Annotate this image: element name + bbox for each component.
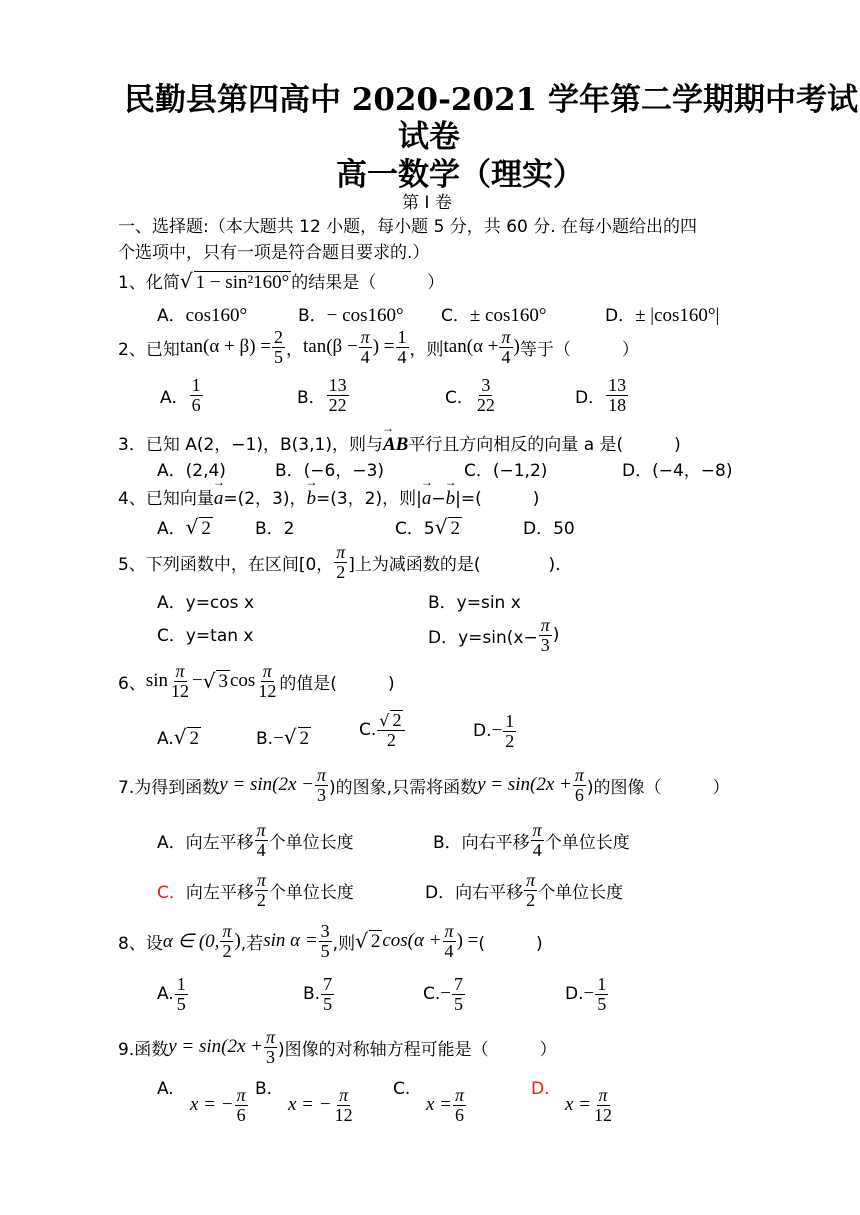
- q8-option-b: B. $\frac{7}{5}$: [303, 974, 333, 1014]
- q6-option-c: C. $\frac{√ 2}{2}$: [359, 710, 406, 750]
- q6-option-d: D. − $\frac{1}{2}$: [473, 711, 515, 751]
- q9-label-a: A.: [157, 1079, 174, 1099]
- question-8: 8、设 α ∈ (0, $\frac{\pi}{2}$ ) ,若 sin α = $\frac{3}{5}$ ,则 √ 2 cos(α + $\frac{\pi}{4}$ ) = ( ): [118, 921, 543, 961]
- q9-label-d: D.: [531, 1079, 550, 1099]
- q2-frac1: $\frac{2}{5}$: [274, 327, 283, 367]
- q1-option-d: D．± |cos160°|: [605, 305, 720, 326]
- vector-a: → a: [214, 488, 224, 510]
- question-1: [118, 268, 444, 294]
- question-9: 9.函数 y = sin(2x + $\frac{\pi}{3}$ )图像的对称轴方程可能是（ ）: [118, 1027, 557, 1067]
- page-subtitle: 高一数学（理实）: [336, 157, 584, 193]
- q7-option-b: B．向右平移 $\frac{\pi}{4}$ 个单位长度: [433, 820, 630, 860]
- q2-option-d: D． $\frac{13}{18}$: [575, 375, 627, 415]
- q2-frac-pi4: $\frac{\pi}{4}$: [360, 327, 370, 367]
- q8-option-d: D. − $\frac{1}{5}$: [565, 974, 607, 1014]
- q1-a-val: cos160°: [185, 305, 248, 326]
- part-label: 第 I 卷: [402, 193, 452, 213]
- q8-option-c: C. − $\frac{7}{5}$: [423, 974, 463, 1014]
- vector-ab: → AB: [383, 434, 408, 456]
- q3-option-b: B．(−6，−3): [275, 461, 385, 481]
- q9-label-b: B.: [255, 1079, 273, 1099]
- q7-option-a: A．向左平移 $\frac{\pi}{4}$ 个单位长度: [157, 820, 354, 860]
- q9-option-a: x = − $\frac{\pi}{6}$: [190, 1085, 246, 1125]
- question-2: 2、已知 tan(α + β) = $\frac{2}{5}$ ， tan(β − $\frac{\pi}{4}$ ) = $\frac{1}{4}$ ，则 tan(α + $\frac{\pi}{4}$ ) 等于（ ）: [118, 327, 639, 367]
- q1-option-c: C．± cos160°: [441, 305, 547, 326]
- q1-prefix: 1、化简: [118, 273, 180, 293]
- q7-option-c: C． 向左平移 $\frac{\pi}{2}$ 个单位长度: [157, 870, 354, 910]
- q2-option-c: C． $\frac{3}{22}$: [445, 375, 495, 415]
- q2-option-b: B． $\frac{13}{22}$: [297, 375, 347, 415]
- question-7: 7.为得到函数 y = sin(2x − $\frac{\pi}{3}$ )的图象,只需将函数 y = sin(2x + $\frac{\pi}{6}$ )的图像（ ）: [118, 765, 730, 805]
- radical-icon: √: [434, 515, 448, 539]
- page-title-cont: 试卷: [398, 119, 460, 155]
- vector-b: → b: [306, 488, 316, 510]
- q2-frac2: $\frac{1}{4}$: [397, 327, 407, 367]
- q7-c-label: C．: [157, 882, 186, 903]
- q9-option-d: x = $\frac{\pi}{12}$: [565, 1085, 613, 1125]
- q7-option-d: D．向右平移 $\frac{\pi}{2}$ 个单位长度: [425, 870, 624, 910]
- section-heading-cont: 个选项中，只有一项是符合题目要求的.）: [118, 243, 430, 263]
- question-3: 3．已知 A(2，−1)，B(3,1)，则与→ AB平行且方向相反的向量 a 是( ): [118, 430, 681, 456]
- q1-c-val: ± cos160°: [469, 305, 547, 326]
- q5-option-d: D．y=sin(x− $\frac{\pi}{3}$ ): [428, 615, 560, 655]
- q1-b-val: − cos160°: [326, 305, 404, 326]
- q9-option-c: x = $\frac{\pi}{6}$: [426, 1085, 465, 1125]
- question-4: 4、已知向量→ a=(2，3)，→ b=(3，2)，则|→ a−→ b|=( ): [118, 484, 539, 510]
- q3-option-c: C．(−1,2): [464, 461, 548, 481]
- q3-option-d: D．(−4，−8): [622, 461, 733, 481]
- q5-option-c: C．y=tan x: [157, 626, 254, 646]
- q4-option-a: A．√ 2: [157, 515, 211, 539]
- q6-option-b: B.−√ 2: [256, 725, 310, 749]
- q5-option-a: A．y=cos x: [157, 593, 255, 613]
- q2-option-a: A． $\frac{1}{6}$: [160, 375, 201, 415]
- radical-icon: √: [173, 725, 187, 749]
- q3-option-a: A．(2,4): [157, 461, 226, 481]
- q4-option-c: C．5√ 2: [395, 515, 460, 539]
- q1-suffix: 的结果是（ ）: [291, 273, 445, 293]
- q9-option-b: x = − $\frac{\pi}{12}$: [288, 1085, 353, 1125]
- q4-option-b: B．2: [255, 519, 295, 539]
- radical-icon: √: [185, 515, 199, 539]
- question-5: 5、下列函数中，在区间[0， $\frac{\pi}{2}$ ]上为减函数的是( ).: [118, 542, 561, 582]
- radical-icon: √: [283, 725, 297, 749]
- q1-radicand: 1 − sin²160°: [195, 272, 290, 293]
- q4-option-d: D．50: [523, 519, 575, 539]
- radical-icon: √: [202, 669, 216, 694]
- page-title: 民勤县第四高中 2020-2021 学年第二学期期中考试: [124, 82, 859, 118]
- radical-icon: √: [179, 269, 193, 293]
- radical-icon: √: [355, 929, 368, 954]
- q6-option-a: A.√ 2: [157, 725, 199, 749]
- section-heading: 一、选择题:（本大题共 12 小题，每小题 5 分，共 60 分. 在每小题给出的四: [118, 217, 698, 237]
- q8-option-a: A. $\frac{1}{5}$: [157, 974, 186, 1014]
- q1-d-val: ± |cos160°|: [635, 305, 720, 326]
- q5-option-b: B．y=sin x: [428, 593, 521, 613]
- q9-label-c: C.: [393, 1079, 411, 1099]
- q1-option-a: A．cos160°: [157, 305, 248, 326]
- question-6: 6、 sin $\frac{\pi}{12}$ − √ 3 cos $\frac{\pi}{12}$ 的值是( ): [118, 661, 395, 701]
- q2-expr1: tan(α + β) =: [179, 336, 271, 358]
- q1-option-b: B．− cos160°: [298, 305, 404, 326]
